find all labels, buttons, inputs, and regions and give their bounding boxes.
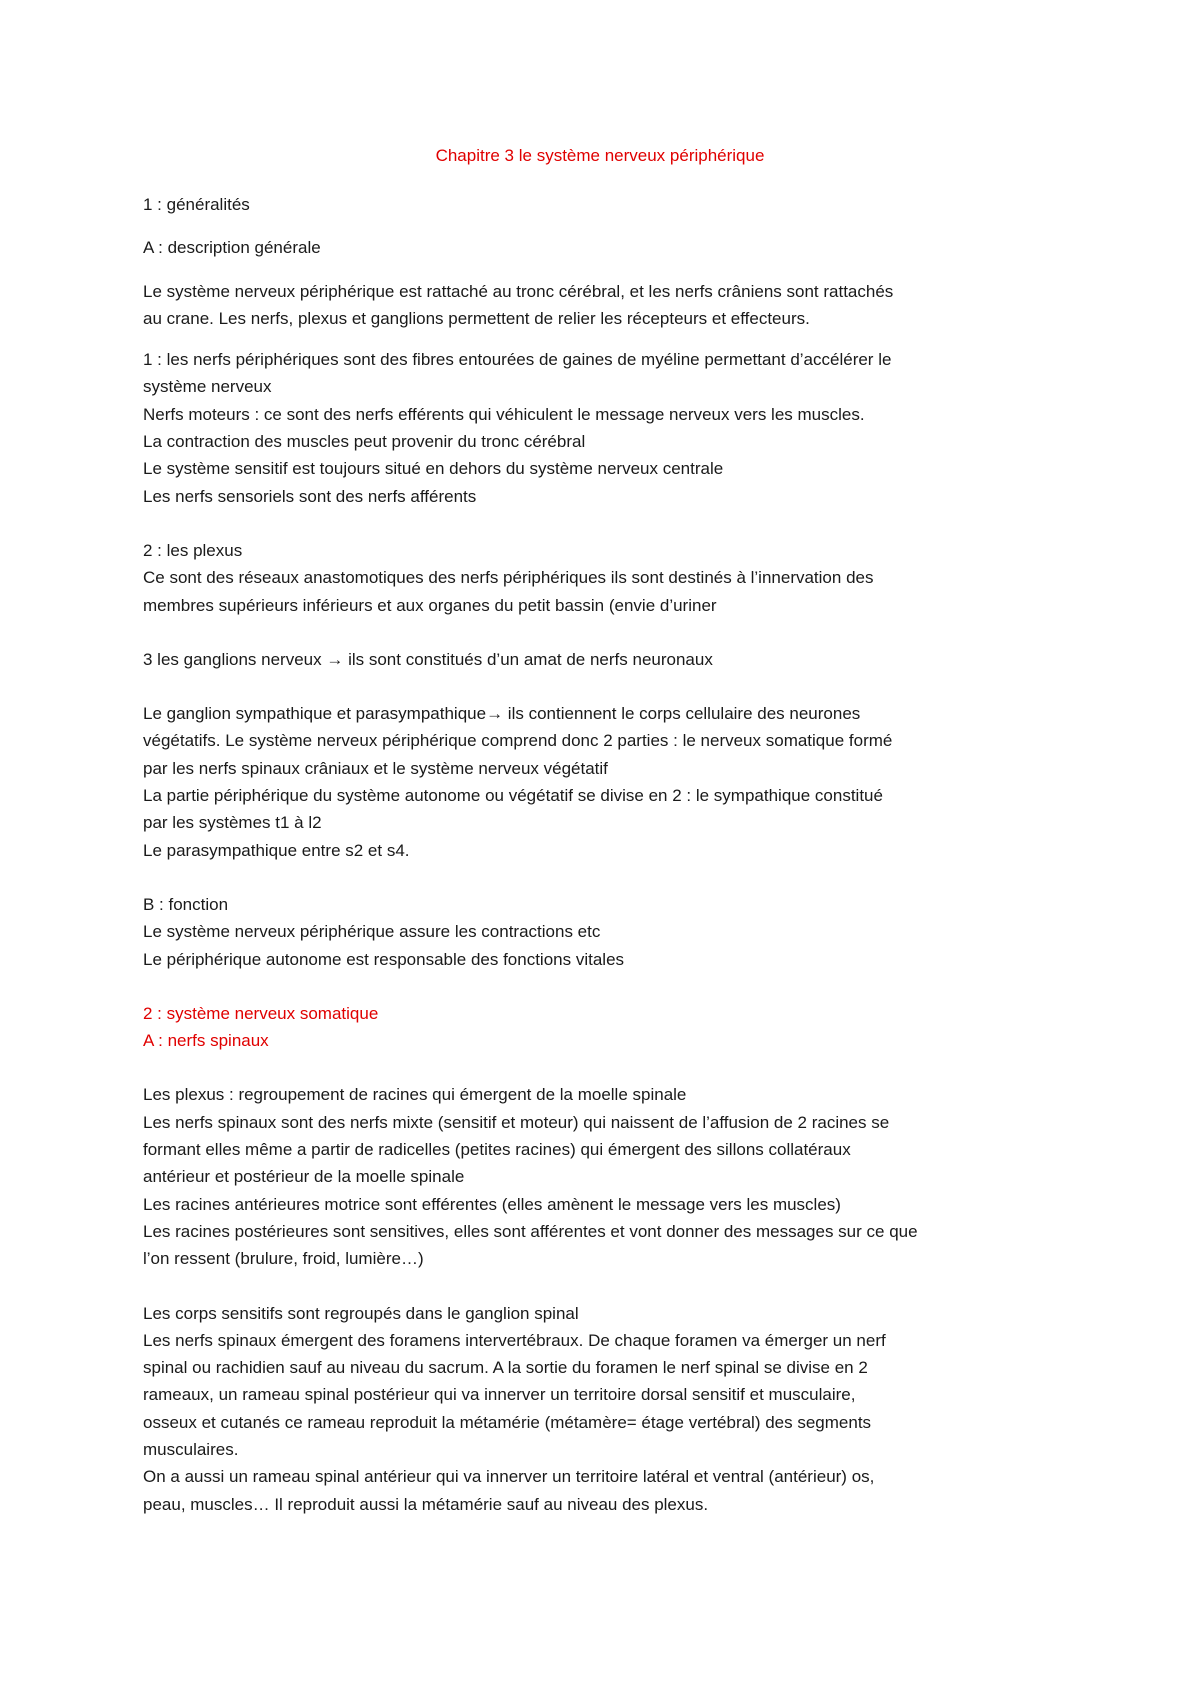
text-line: Nerfs moteurs : ce sont des nerfs efférents qui véhiculent le message nerveux vers les muscles. [143, 404, 865, 424]
text-line: système nerveux [143, 377, 272, 397]
text-line: 1 : les nerfs périphériques sont des fibres entourées de gaines de myéline permettant d’accélérer le [143, 350, 892, 370]
section-heading: 2 : système nerveux somatique [143, 1003, 379, 1023]
text-line: Les nerfs spinaux émergent des foramens intervertébraux. De chaque foramen va émerger un nerf [143, 1330, 886, 1350]
text-span: ils sont constitués d’un amat de nerfs neuronaux [343, 649, 713, 669]
subsection-heading: B : fonction [143, 894, 229, 914]
text-line: La partie périphérique du système autonome ou végétatif se divise en 2 : le sympathique constitué [143, 786, 883, 806]
text-line: Le système sensitif est toujours situé en dehors du système nerveux centrale [143, 459, 724, 479]
subsection-heading: A : description générale [143, 238, 321, 258]
text-span: 3 les ganglions nerveux [143, 649, 327, 669]
text-line: Les racines antérieures motrice sont efférentes (elles amènent le message vers les muscles) [143, 1194, 841, 1214]
text-line: Les corps sensitifs sont regroupés dans le ganglion spinal [143, 1303, 579, 1323]
text-line [143, 646, 1063, 673]
text-line: musculaires. [143, 1439, 239, 1459]
text-line: végétatifs. Le système nerveux périphérique comprend donc 2 parties : le nerveux somatique formé [143, 731, 893, 751]
text-span: ils contiennent le corps cellulaire des neurones [503, 704, 861, 724]
text-line: Les racines postérieures sont sensitives, elles sont afférentes et vont donner des messages sur ce que [143, 1221, 918, 1241]
subsection-heading: A : nerfs spinaux [143, 1031, 269, 1051]
text-line: Le système nerveux périphérique assure les contractions etc [143, 922, 601, 942]
text-line: On a aussi un rameau spinal antérieur qui va innerver un territoire latéral et ventral (antérieur) os, [143, 1467, 875, 1487]
text-line: spinal ou rachidien sauf au niveau du sacrum. A la sortie du foramen le nerf spinal se divise en 2 [143, 1358, 868, 1378]
text-line: membres supérieurs inférieurs et aux organes du petit bassin (envie d’uriner [143, 595, 717, 615]
text-line: par les systèmes t1 à l2 [143, 813, 322, 833]
text-line: Les nerfs sensoriels sont des nerfs afférents [143, 486, 477, 506]
text-line: peau, muscles… Il reproduit aussi la métamérie sauf au niveau des plexus. [143, 1494, 709, 1514]
text-line [143, 700, 1063, 727]
text-line: antérieur et postérieur de la moelle spinale [143, 1167, 465, 1187]
text-line: Le système nerveux périphérique est rattaché au tronc cérébral, et les nerfs crâniens sont rattachés [143, 281, 894, 301]
text-line: au crane. Les nerfs, plexus et ganglions permettent de relier les récepteurs et effecteurs. [143, 308, 810, 328]
text-line: Ce sont des réseaux anastomotiques des nerfs périphériques ils sont destinés à l’innervation des [143, 568, 874, 588]
text-line: osseux et cutanés ce rameau reproduit la métamérie (métamère= étage vertébral) des segments [143, 1412, 872, 1432]
text-line: par les nerfs spinaux crâniaux et le système nerveux végétatif [143, 758, 608, 778]
text-line: rameaux, un rameau spinal postérieur qui va innerver un territoire dorsal sensitif et musculaire, [143, 1385, 856, 1405]
document-body [143, 191, 1063, 1518]
text-line: Le parasympathique entre s2 et s4. [143, 840, 410, 860]
text-span: Le ganglion sympathique et parasympathique [143, 704, 487, 724]
text-line: Les plexus : regroupement de racines qui émergent de la moelle spinale [143, 1085, 687, 1105]
section-heading: 1 : généralités [143, 195, 250, 214]
text-line: Le périphérique autonome est responsable des fonctions vitales [143, 949, 625, 969]
text-line: La contraction des muscles peut provenir du tronc cérébral [143, 432, 586, 452]
arrow-icon: → [326, 649, 344, 669]
text-line: l’on ressent (brulure, froid, lumière…) [143, 1249, 424, 1269]
chapter-title: Chapitre 3 le système nerveux périphérique [435, 146, 765, 165]
arrow-icon: → [486, 704, 504, 724]
text-line: formant elles même a partir de radicelles (petites racines) qui émergent des sillons collatéraux [143, 1140, 851, 1160]
text-line: 2 : les plexus [143, 540, 243, 560]
text-line: Les nerfs spinaux sont des nerfs mixte (sensitif et moteur) qui naissent de l’affusion de 2 racines se [143, 1112, 890, 1132]
